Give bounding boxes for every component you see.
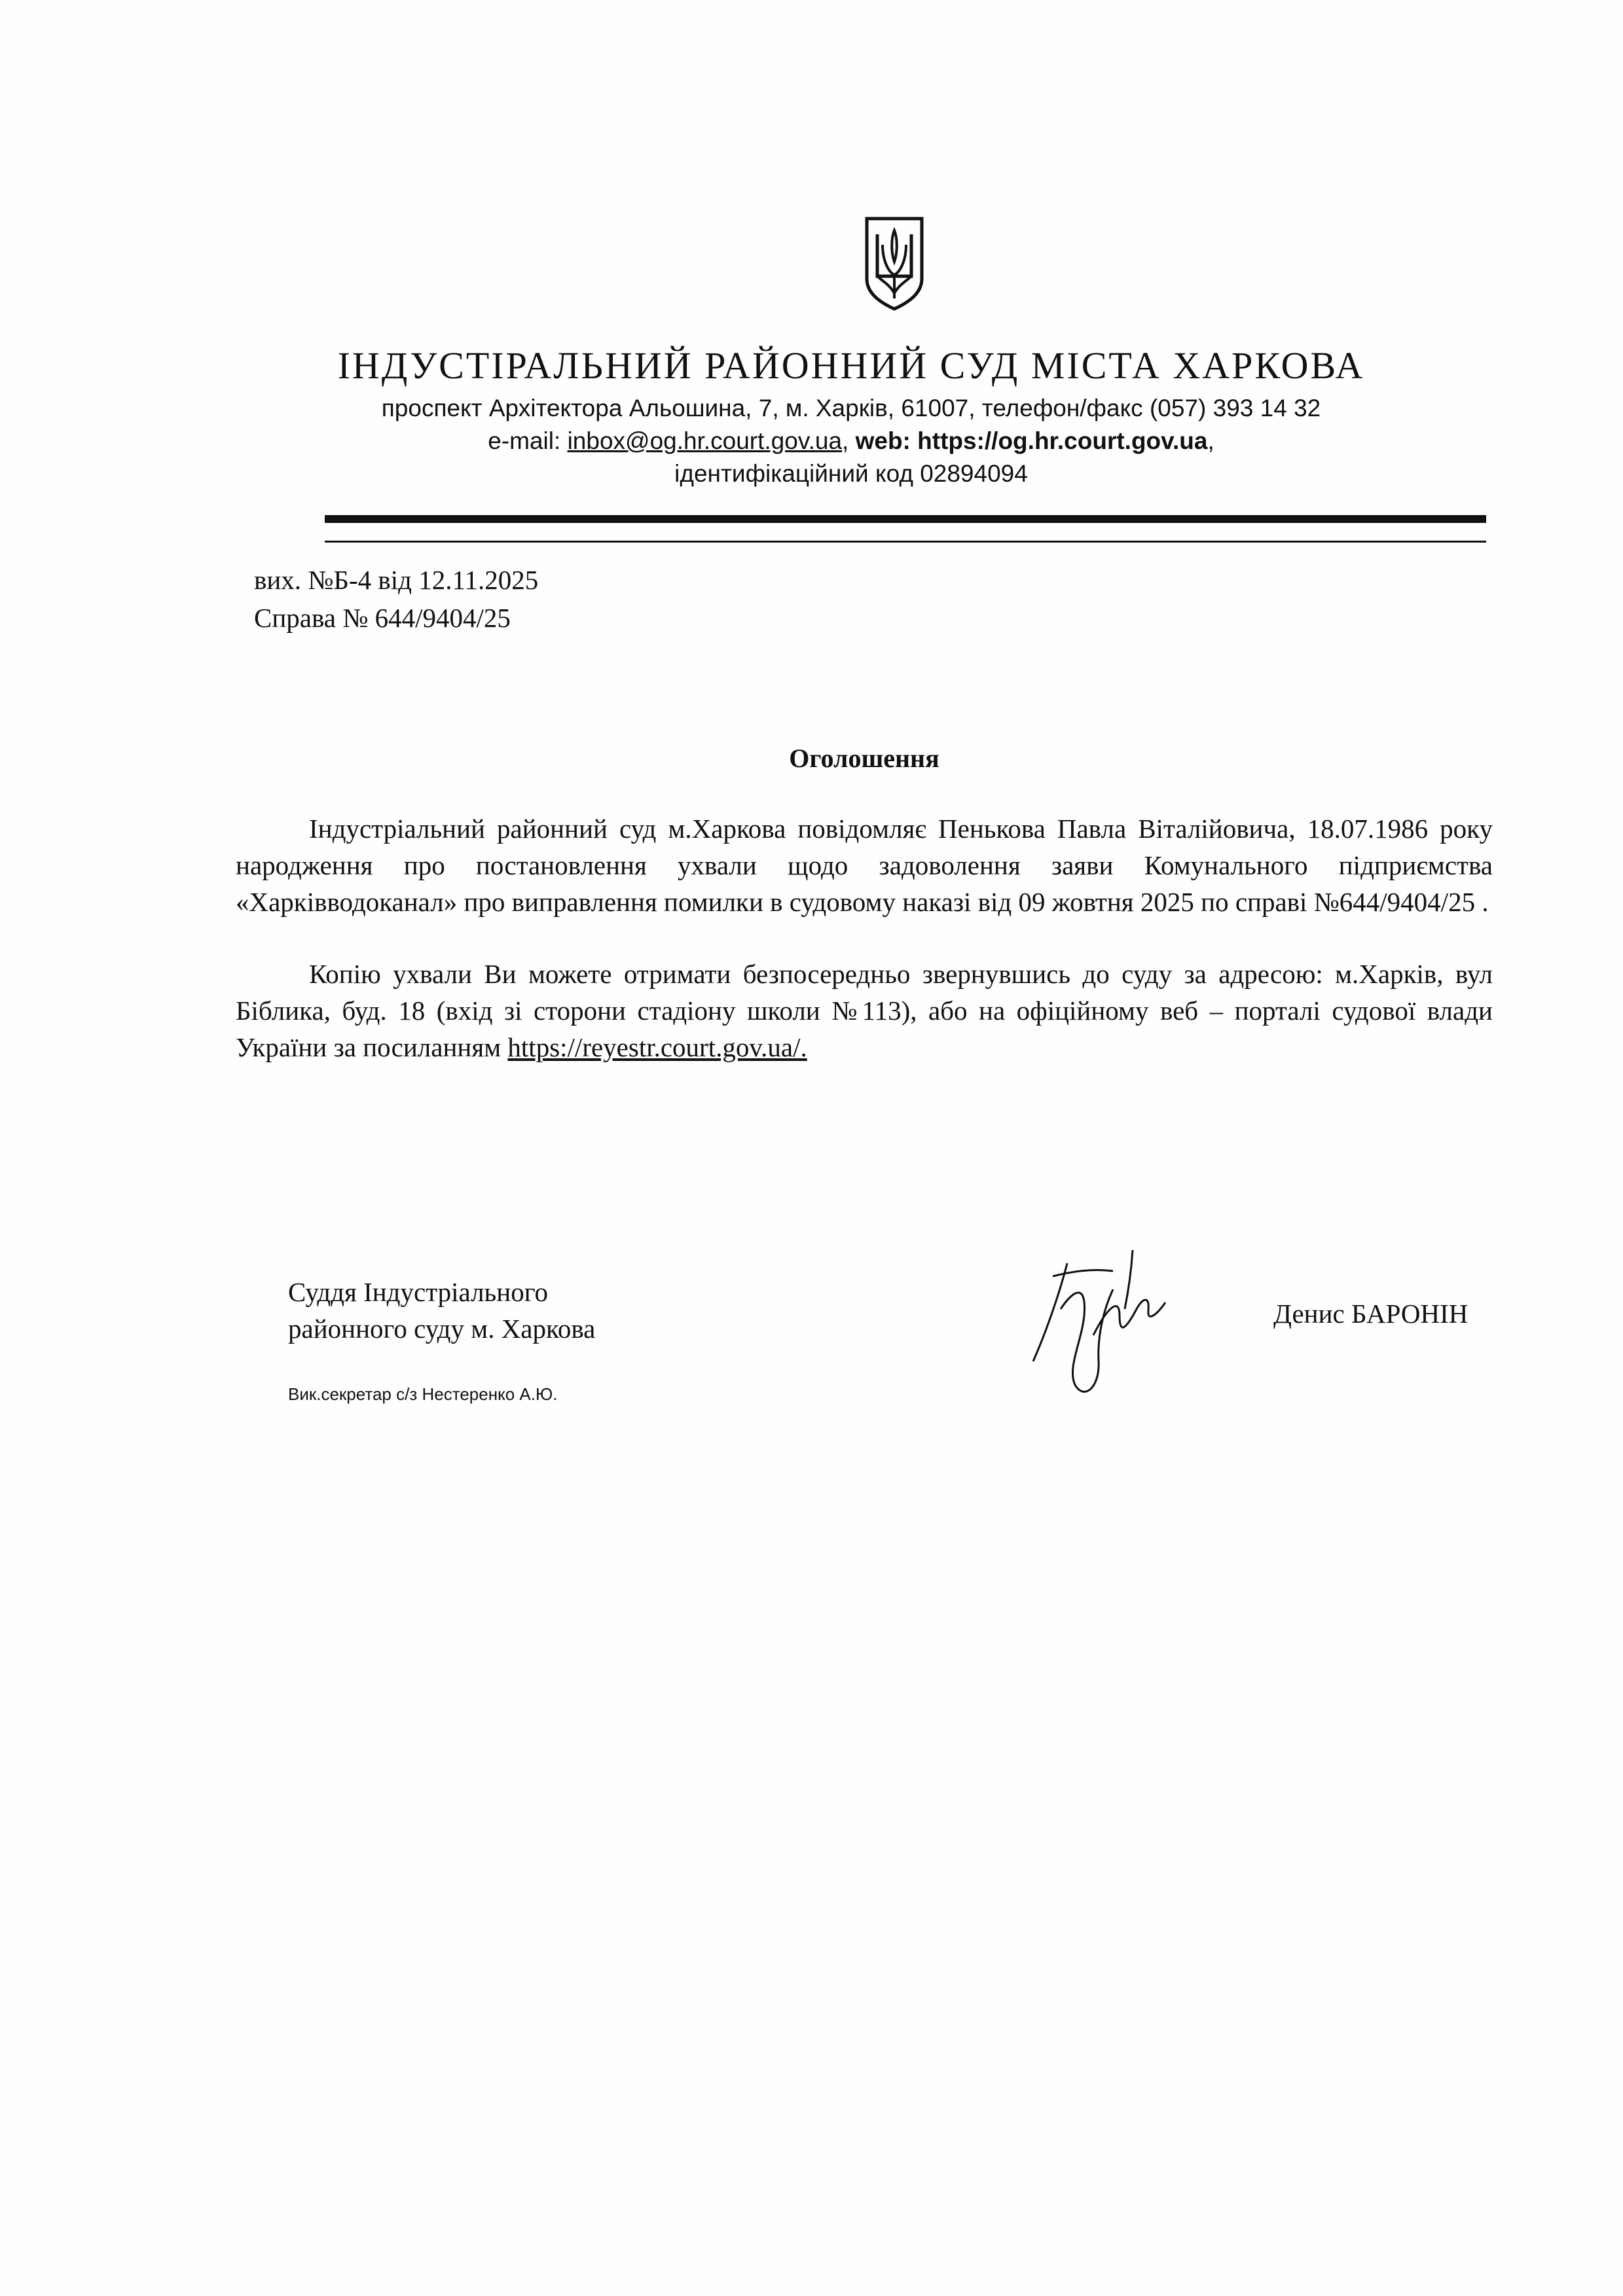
web-label[interactable]: web: https://og.hr.court.gov.ua xyxy=(855,427,1208,454)
announcement-title: Оголошення xyxy=(789,744,939,773)
outgoing-number: вих. №Б-4 від 12.11.2025 xyxy=(254,565,539,595)
handwritten-signature xyxy=(1021,1237,1192,1401)
secretary-note: Вик.секретар с/з Нестеренко А.Ю. xyxy=(288,1384,558,1404)
email-label: e-mail: xyxy=(488,427,568,454)
header-divider-thin xyxy=(325,541,1486,543)
case-number: Справа № 644/9404/25 xyxy=(254,603,511,633)
court-id-code: ідентифікаційний код 02894094 xyxy=(674,460,1028,487)
announcement-paragraph-2 xyxy=(236,956,1493,1066)
paragraph-2-text: Копію ухвали Ви можете отримати безпосередньо звернувшись до суду за адресою: м.Харків, вул Біблика, буд. 18 (вхід зі сторони стадіону школи №113), або на офіційному веб – порталі судової влади України за посиланням xyxy=(236,959,1493,1062)
announcement-paragraph-1: Індустріальний районний суд м.Харкова повідомляє Пенькова Павла Віталійовича, 18.07.1986 року народження про постановлення ухвали щодо задоволення заяви Комунального підприємства «Харківводоканал» про виправлення помилки в судовому наказі від 09 жовтня 2025 по справі №644/9404/25 . xyxy=(236,814,1493,917)
separator: , xyxy=(1207,427,1214,454)
trident-emblem-icon xyxy=(863,216,926,312)
header-divider-thick xyxy=(325,515,1486,523)
registry-link[interactable]: https://reyestr.court.gov.ua/. xyxy=(507,1032,807,1062)
court-address: проспект Архітектора Альошина, 7, м. Харків, 61007, телефон/факс (057) 393 14 32 xyxy=(381,395,1321,422)
judge-name: Денис БАРОНІН xyxy=(1273,1299,1468,1329)
court-contacts xyxy=(314,425,1388,457)
judge-title-line-1: Суддя Індустріального xyxy=(288,1277,548,1307)
email-link[interactable]: inbox@og.hr.court.gov.ua xyxy=(567,427,843,454)
judge-title-line-2: районного суду м. Харкова xyxy=(288,1314,596,1344)
court-name: ІНДУСТІРАЛЬНИЙ РАЙОННИЙ СУД МІСТА ХАРКОВА xyxy=(337,344,1365,387)
separator: , xyxy=(842,427,856,454)
